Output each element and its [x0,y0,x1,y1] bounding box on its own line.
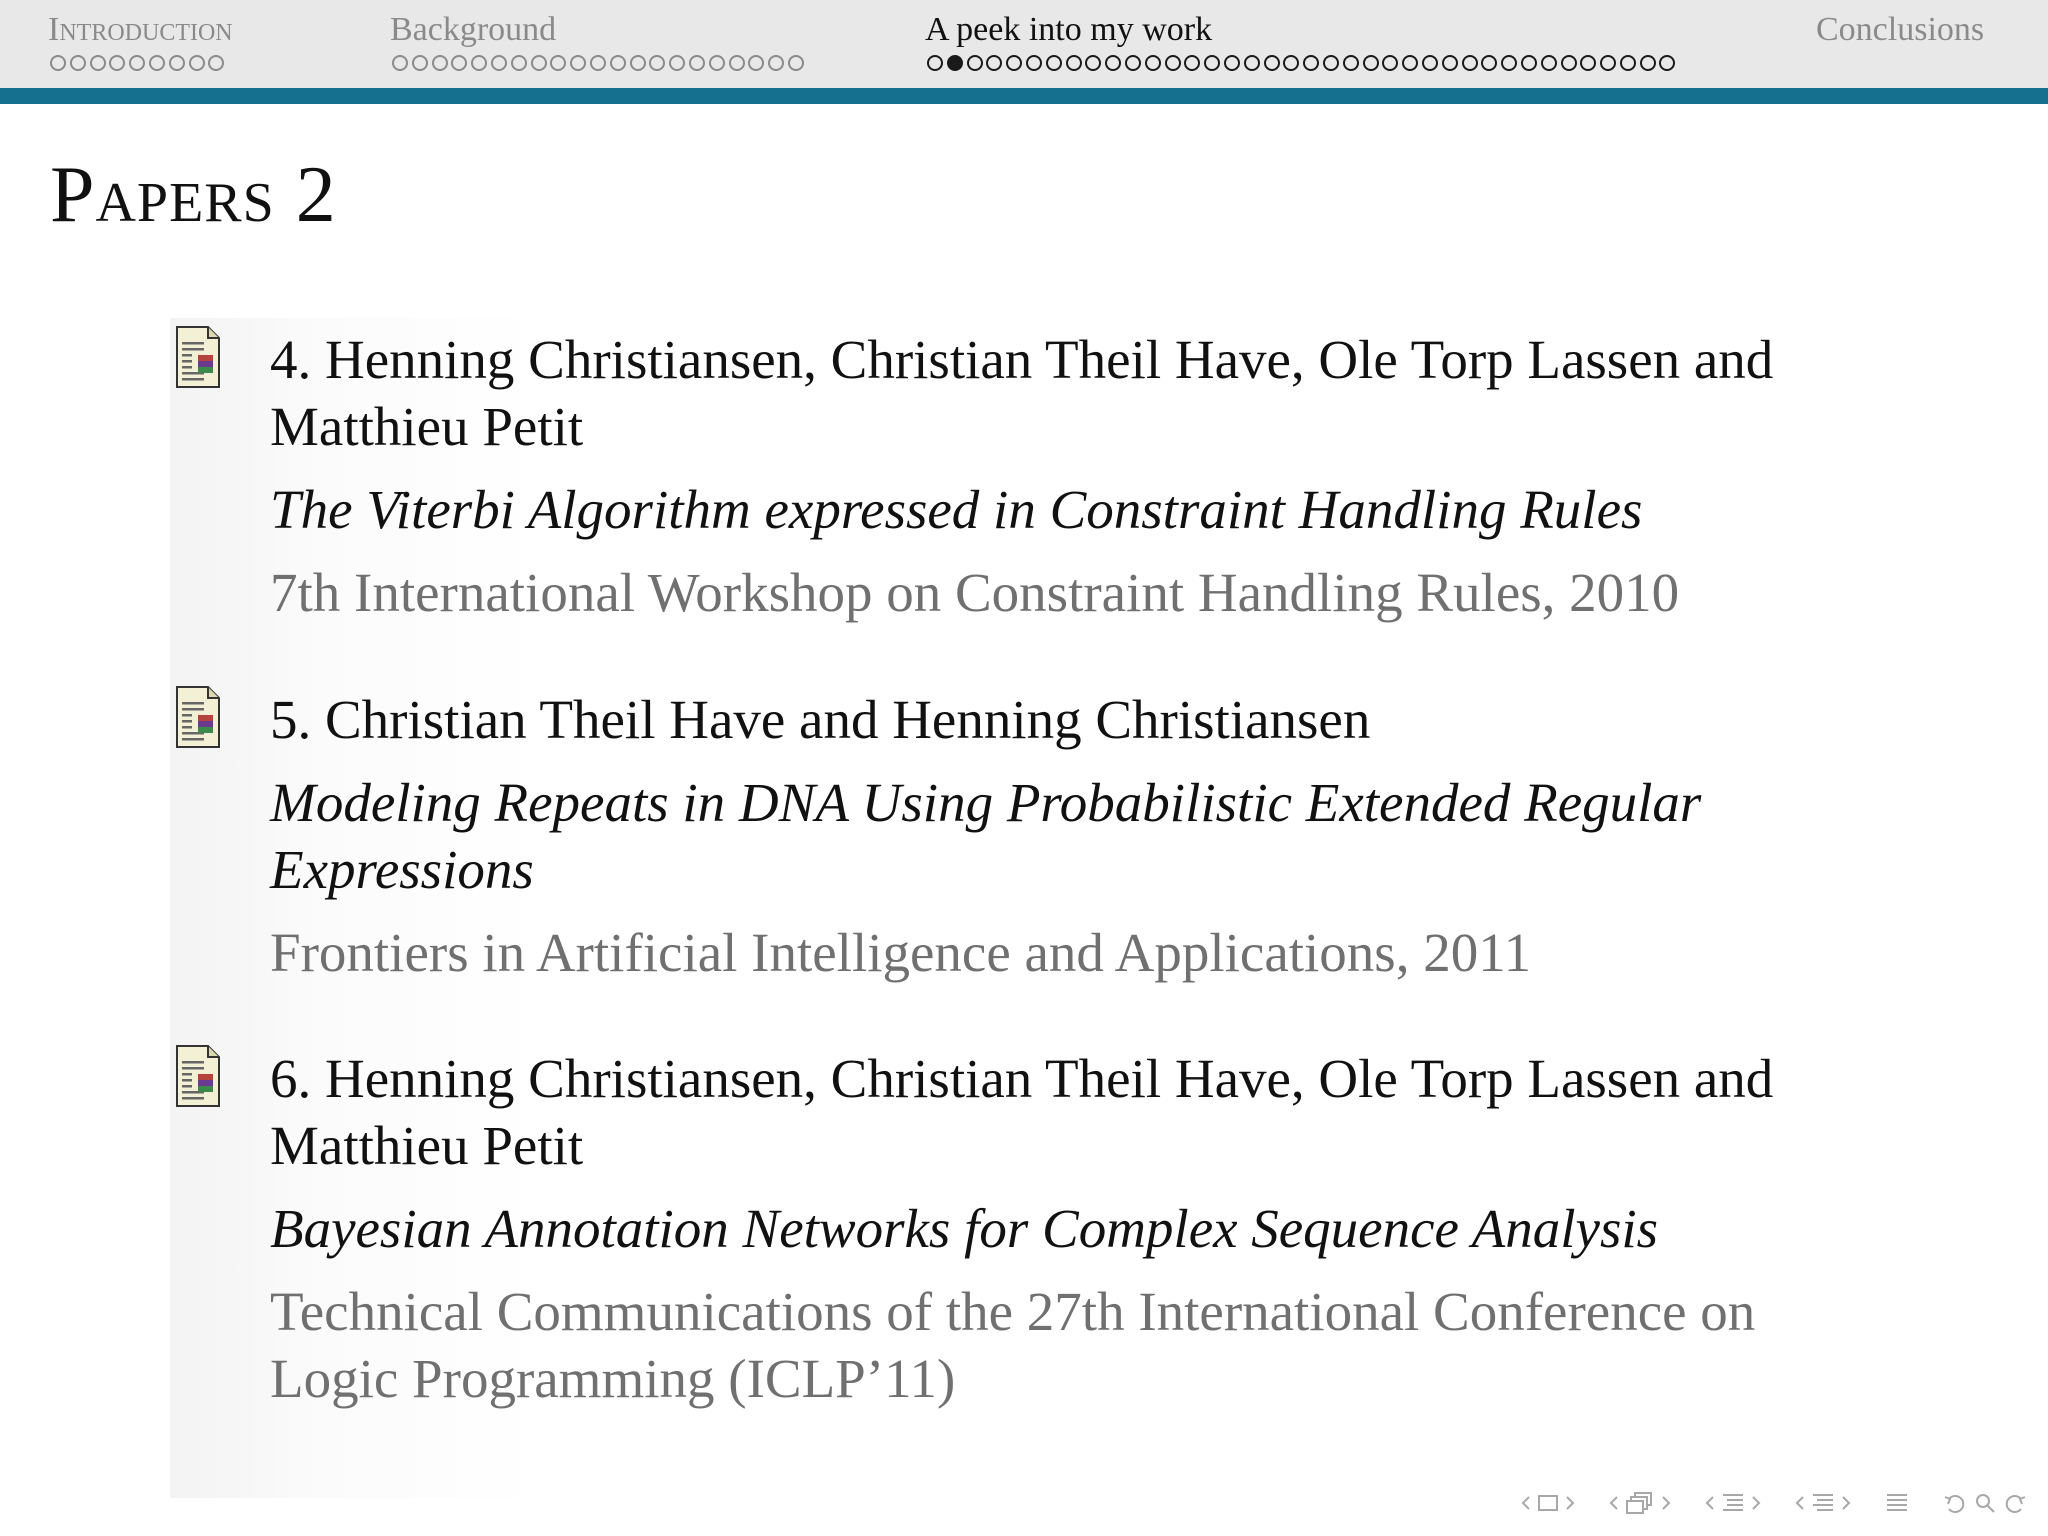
article-icon[interactable] [176,326,220,388]
slide-dot[interactable] [1501,55,1517,71]
paper-venue: Frontiers in Artificial Intelligence and Applications, 2011 [270,922,1532,983]
slide-dot[interactable] [70,55,86,71]
slide-dot[interactable] [1105,55,1121,71]
slide-dot[interactable] [1224,55,1240,71]
subsection-nav[interactable] [1702,1491,1764,1515]
slide-dot[interactable] [630,55,646,71]
slide-dot[interactable] [748,55,764,71]
slide-dot[interactable] [1125,55,1141,71]
slide-dot[interactable] [208,55,224,71]
slide-dot[interactable] [1145,55,1161,71]
paper-title: Modeling Repeats in DNA Using Probabilistic Extended Regular Expressions [270,772,1702,900]
paper-authors: 4. Henning Christiansen, Christian Theil Have, Ole Torp Lassen and Matthieu Petit [270,329,1774,457]
paper-title: The Viterbi Algorithm expressed in Constraint Handling Rules [270,479,1643,540]
nav-section-title[interactable]: Conclusions [1816,11,1985,48]
navigation-symbols [1490,1488,2030,1518]
paper-title: Bayesian Annotation Networks for Complex Sequence Analysis [270,1198,1659,1259]
search-back-forward[interactable] [1940,1491,2030,1515]
slide-dot[interactable] [1343,55,1359,71]
arrow-left-icon[interactable] [1705,1496,1715,1510]
frame-title: Papers 2 [50,151,337,239]
slide-dot[interactable] [1561,55,1577,71]
paper-venue: 7th International Workshop on Constraint Handling Rules, 2010 [270,562,1680,623]
slide-dot[interactable] [1244,55,1260,71]
paper-venue: Technical Communications of the 27th International Conference on Logic Programming (ICLP’11) [270,1281,1756,1409]
current-slide-dot[interactable] [947,55,963,71]
slide-dot[interactable] [511,55,527,71]
undo-icon[interactable] [1943,1491,1967,1515]
slide-dot[interactable] [1640,55,1656,71]
navigation-header [0,0,2048,88]
nav-slide-dots[interactable] [50,54,228,80]
slide-dot[interactable] [1541,55,1557,71]
slide-dot[interactable] [927,55,943,71]
slide-dot[interactable] [768,55,784,71]
paper-text [270,326,1870,626]
slide-dot[interactable] [1006,55,1022,71]
slide-dot[interactable] [412,55,428,71]
slide-dot[interactable] [1363,55,1379,71]
slide-dot[interactable] [1283,55,1299,71]
slide-dot[interactable] [1066,55,1082,71]
nav-section-title[interactable]: Introduction [48,11,233,48]
slide-dot[interactable] [432,55,448,71]
slide-dot[interactable] [1481,55,1497,71]
slide-dot[interactable] [149,55,165,71]
arrow-right-icon[interactable] [1565,1496,1575,1510]
search-icon[interactable] [1973,1491,1997,1515]
arrow-right-icon[interactable] [1661,1496,1671,1510]
slide-dot[interactable] [1402,55,1418,71]
arrow-left-icon[interactable] [1609,1496,1619,1510]
slide-dot[interactable] [1659,55,1675,71]
slide-dot[interactable] [570,55,586,71]
slide-dot[interactable] [1620,55,1636,71]
nav-section-title[interactable]: A peek into my work [925,11,1213,48]
slide-dot[interactable] [550,55,566,71]
slide-dot[interactable] [1521,55,1537,71]
arrow-right-icon[interactable] [1751,1496,1761,1510]
section-nav-icon[interactable] [1811,1491,1835,1515]
paper-text [270,1045,1870,1412]
slide-dot[interactable] [1184,55,1200,71]
slide-dot[interactable] [1462,55,1478,71]
slide-dot[interactable] [392,55,408,71]
slide-nav[interactable] [1518,1494,1578,1512]
slide-dot[interactable] [50,55,66,71]
slide-dot[interactable] [967,55,983,71]
slide-dot[interactable] [689,55,705,71]
section-nav[interactable] [1792,1491,1854,1515]
slide-dot[interactable] [1422,55,1438,71]
slide-dot[interactable] [1382,55,1398,71]
nav-slide-dots[interactable] [927,54,1679,80]
slide-dot[interactable] [1442,55,1458,71]
slide-dot[interactable] [729,55,745,71]
frame-nav-icon[interactable] [1625,1491,1655,1515]
article-icon[interactable] [176,1045,220,1107]
slide-dot[interactable] [1026,55,1042,71]
frame-nav[interactable] [1606,1491,1674,1515]
subsection-nav-icon[interactable] [1721,1491,1745,1515]
paper-authors: 5. Christian Theil Have and Henning Christiansen [270,689,1371,750]
nav-section-title[interactable]: Background [390,11,557,48]
slide-dot[interactable] [649,55,665,71]
slide-dot[interactable] [451,55,467,71]
redo-icon[interactable] [2003,1491,2027,1515]
nav-section-background[interactable] [390,10,556,50]
slide-dot[interactable] [1204,55,1220,71]
slide-dot[interactable] [109,55,125,71]
nav-section-introduction[interactable] [48,10,233,50]
document-nav[interactable] [1882,1491,1912,1515]
nav-slide-dots[interactable] [392,54,808,80]
slide-dot[interactable] [1264,55,1280,71]
slide-dot[interactable] [169,55,185,71]
slide-nav-icon[interactable] [1537,1494,1559,1512]
arrow-right-icon[interactable] [1841,1496,1851,1510]
slide-dot[interactable] [669,55,685,71]
slide-dot[interactable] [590,55,606,71]
document-nav-icon[interactable] [1885,1491,1909,1515]
slide-dot[interactable] [129,55,145,71]
slide-dot[interactable] [1303,55,1319,71]
arrow-left-icon[interactable] [1795,1496,1805,1510]
slide-dot[interactable] [471,55,487,71]
paper-authors: 6. Henning Christiansen, Christian Theil Have, Ole Torp Lassen and Matthieu Petit [270,1048,1774,1176]
nav-section-peek-into-my-work[interactable] [925,10,1212,50]
slide-dot[interactable] [1085,55,1101,71]
slide-dot[interactable] [788,55,804,71]
slide-dot[interactable] [1046,55,1062,71]
slide-dot[interactable] [189,55,205,71]
slide-dot[interactable] [531,55,547,71]
arrow-left-icon[interactable] [1521,1496,1531,1510]
slide-dot[interactable] [1323,55,1339,71]
slide-dot[interactable] [986,55,1002,71]
slide-dot[interactable] [1600,55,1616,71]
header-accent-rule [0,88,2048,104]
slide-dot[interactable] [491,55,507,71]
article-icon[interactable] [176,686,220,748]
slide-dot[interactable] [1580,55,1596,71]
slide-dot[interactable] [1165,55,1181,71]
paper-text [270,686,1870,986]
slide-dot[interactable] [709,55,725,71]
slide-dot[interactable] [90,55,106,71]
nav-section-conclusions[interactable] [1816,10,1984,50]
slide-dot[interactable] [610,55,626,71]
